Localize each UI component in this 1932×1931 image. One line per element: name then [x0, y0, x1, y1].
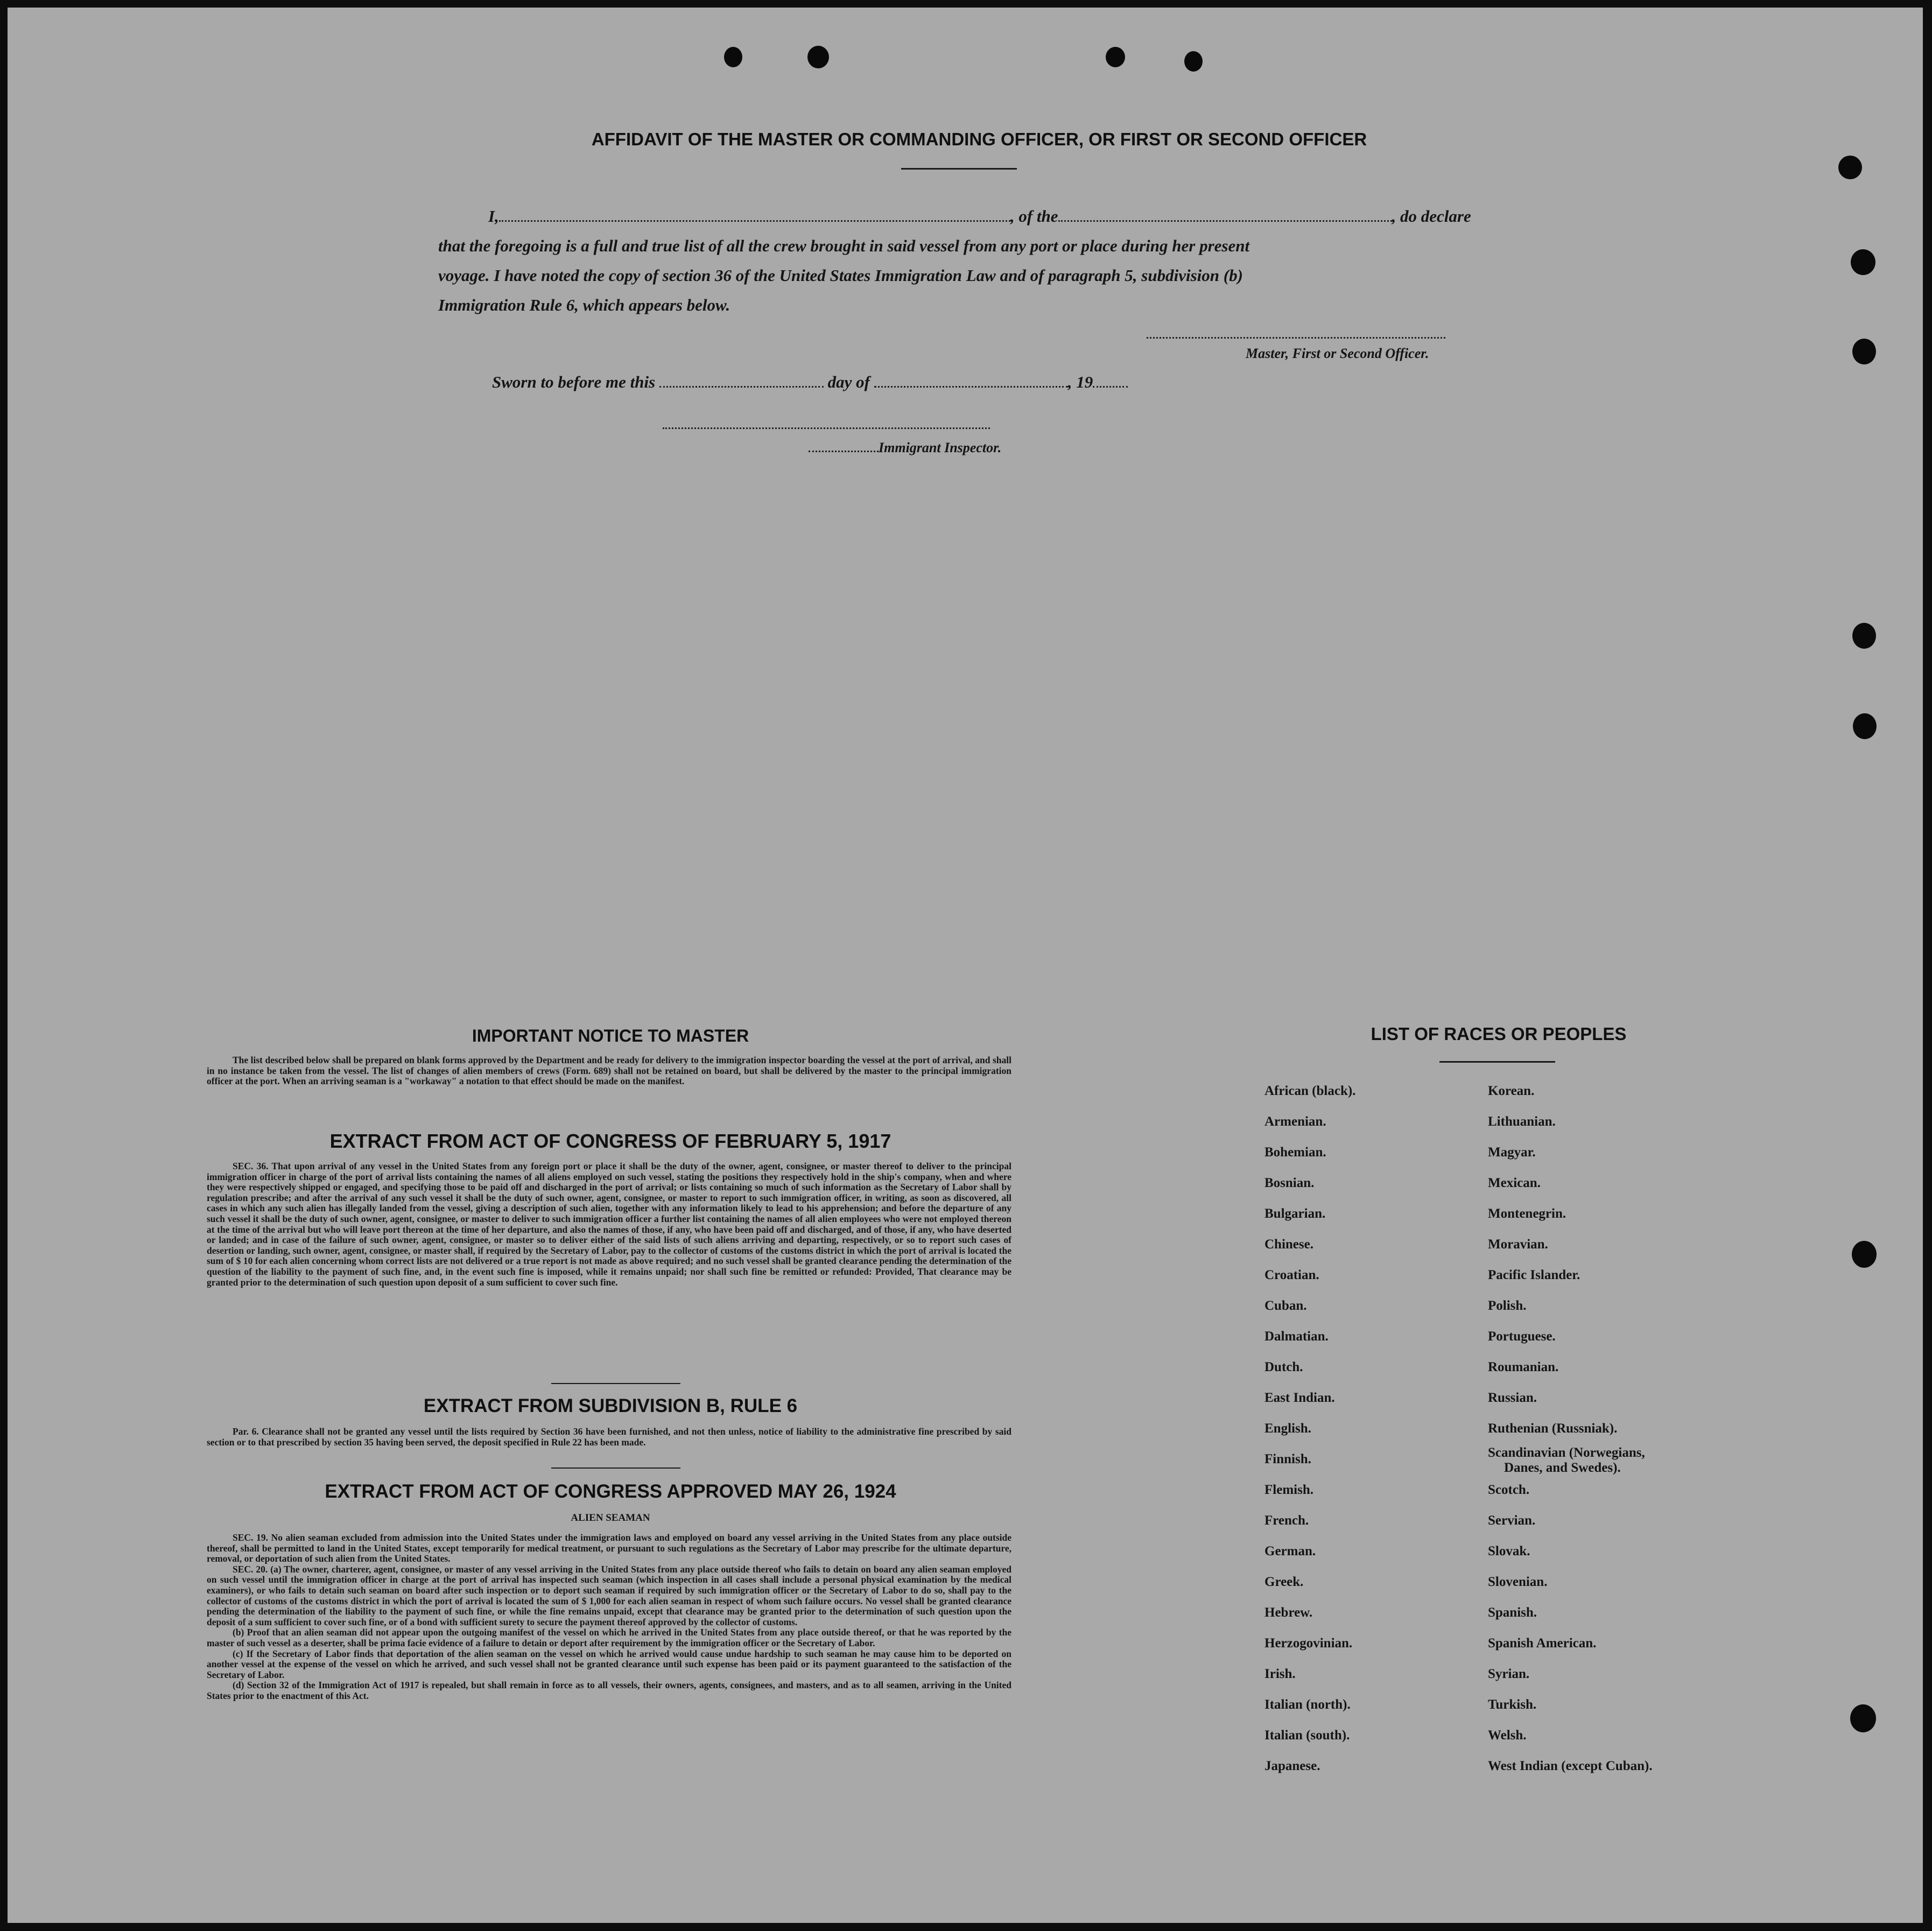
affidavit-title-rule: [901, 168, 1017, 170]
race-item: Irish.: [1264, 1667, 1296, 1681]
race-item: Danes, and Swedes).: [1504, 1460, 1621, 1475]
race-item: Scandinavian (Norwegians,: [1488, 1445, 1645, 1460]
extract-1917-body: [207, 1161, 1011, 1288]
race-item: Roumanian.: [1488, 1360, 1559, 1374]
sworn-month-field[interactable]: [874, 386, 1068, 388]
race-item: African (black).: [1264, 1084, 1356, 1098]
races-title: LIST OF RACES OR PEOPLES: [1371, 1024, 1627, 1044]
sworn-line: [492, 373, 1128, 392]
sec-20b-paragraph: (b) Proof that an alien seaman did not appear upon the outgoing manifest of the vessel on which he arrived in the United States from any place outside thereof, or that he was reported by the master of such vessel as a deserter, shall be prima facie evidence of a failure to detain or deport after requirement by the immigration officer or the Secretary of Labor.: [207, 1627, 1011, 1648]
punch-hole: [1184, 51, 1203, 72]
punch-hole: [1851, 249, 1875, 275]
race-item: Spanish.: [1488, 1605, 1537, 1620]
affidavit-line-3: voyage. I have noted the copy of section 36 of the United States Immigration Law and of paragraph 5, subdivision (b): [438, 266, 1243, 285]
inspector-dots: [809, 451, 879, 452]
extract-rule6-body: [207, 1427, 1011, 1448]
race-item: Welsh.: [1488, 1728, 1527, 1743]
notice-title: IMPORTANT NOTICE TO MASTER: [472, 1026, 749, 1045]
vessel-field[interactable]: [1058, 220, 1392, 222]
race-item: Herzogovinian.: [1264, 1636, 1353, 1651]
punch-hole: [1852, 339, 1876, 364]
race-item: Cuban.: [1264, 1298, 1307, 1313]
sworn-year-field[interactable]: [1093, 386, 1128, 388]
race-item: Slovak.: [1488, 1544, 1530, 1558]
race-item: Pacific Islander.: [1488, 1268, 1580, 1282]
race-item: Polish.: [1488, 1298, 1527, 1313]
sec-20a-paragraph: SEC. 20. (a) The owner, charterer, agent, consignee, or master of any vessel arriving in the United States from any place outside thereof who fails to detain on board any alien seaman employed on such vessel until the immigration officer in charge at the port of arrival has inspected such seaman (which inspection in all cases shall include a personal physical examination by the medical examiners), or who fails to detain such seaman on board after such inspection or to deport such seaman if required by such immigration officer or the Secretary of Labor to do so, shall pay to the collector of customs of the customs district in which the port of arrival is located the sum of $ 1,000 for each alien seaman in respect of whom such failure occurs. No vessel shall be granted clearance pending the determination of the liability to the payment of such fine, or while the fine remains unpaid, except that clearance may be granted prior to the determination of such question upon the deposit of a sum sufficient to cover such fine, or of a bond with sufficient surety to secure the payment thereof approved by the collector of customs.: [207, 1563, 1011, 1627]
extract-1924-body: [207, 1533, 1011, 1702]
punch-hole: [1853, 713, 1877, 739]
race-item: Bohemian.: [1264, 1145, 1326, 1160]
affidavit-line-2: that the foregoing is a full and true list of all the crew brought in said vessel from any port or place during her present: [438, 236, 1250, 255]
punch-hole: [1852, 1241, 1877, 1268]
race-item: Slovenian.: [1488, 1575, 1548, 1589]
race-item: Japanese.: [1264, 1759, 1320, 1773]
race-item: Moravian.: [1488, 1237, 1548, 1252]
race-item: Bosnian.: [1264, 1176, 1315, 1190]
race-item: Ruthenian (Russniak).: [1488, 1421, 1618, 1436]
sec-20d-paragraph: (d) Section 32 of the Immigration Act of 1917 is repealed, but shall remain in force as to all vessels, their owners, agents, consignees, and masters, and as to all seamen, arriving in the United States prior to the enactment of this Act.: [207, 1680, 1011, 1701]
race-item: German.: [1264, 1544, 1316, 1558]
race-item: Turkish.: [1488, 1697, 1537, 1712]
sworn-label: Sworn to before me this: [492, 373, 656, 391]
punch-hole: [1106, 47, 1125, 67]
extract-rule6-paragraph: Par. 6. Clearance shall not be granted any vessel until the lists required by Section 36 have been furnished, and not then unless, notice of liability to the administrative fine prescribed by said section or to that prescribed by section 35 having been served, the deposit specified in Rule 22 has been made.: [207, 1426, 1011, 1448]
race-item: Croatian.: [1264, 1268, 1319, 1282]
punch-hole: [1838, 156, 1862, 179]
race-item: Italian (north).: [1264, 1697, 1351, 1712]
of-the-label: , of the: [1010, 207, 1058, 226]
affidavit-line-1: [488, 207, 1471, 226]
extract-1924-title: EXTRACT FROM ACT OF CONGRESS APPROVED MAY 26, 1924: [325, 1481, 896, 1502]
affidavit-line-4: Immigration Rule 6, which appears below.: [438, 296, 730, 314]
race-item: West Indian (except Cuban).: [1488, 1759, 1653, 1773]
race-item: Russian.: [1488, 1391, 1537, 1405]
extract-1924-subtitle: ALIEN SEAMAN: [571, 1512, 650, 1523]
affidavit-title: AFFIDAVIT OF THE MASTER OR COMMANDING OFFICER, OR FIRST OR SECOND OFFICER: [591, 129, 1367, 149]
year-label: , 19: [1067, 373, 1093, 391]
punch-hole: [1850, 1704, 1876, 1732]
race-item: Flemish.: [1264, 1483, 1313, 1497]
race-item: Bulgarian.: [1264, 1206, 1326, 1221]
race-item: Hebrew.: [1264, 1605, 1313, 1620]
master-label: Master, First or Second Officer.: [1246, 346, 1429, 361]
master-signature-field[interactable]: [1147, 337, 1445, 339]
punch-hole: [1852, 623, 1876, 649]
document-page: [8, 8, 1923, 1923]
race-item: Greek.: [1264, 1575, 1304, 1589]
race-item: Dalmatian.: [1264, 1329, 1329, 1344]
race-item: Montenegrin.: [1488, 1206, 1566, 1221]
race-item: Servian.: [1488, 1513, 1536, 1528]
race-item: Korean.: [1488, 1084, 1535, 1098]
inspector-label: Immigrant Inspector.: [879, 440, 1002, 455]
race-item: Mexican.: [1488, 1176, 1541, 1190]
sworn-day-field[interactable]: [659, 386, 824, 388]
races-title-rule: [1439, 1061, 1555, 1063]
race-item: Armenian.: [1264, 1114, 1326, 1129]
race-item: French.: [1264, 1513, 1309, 1528]
punch-hole: [724, 47, 742, 67]
notice-body: [207, 1055, 1011, 1087]
name-field[interactable]: [499, 220, 1010, 222]
inspector-signature-field[interactable]: [663, 427, 990, 429]
extract-rule6-rule: [551, 1467, 680, 1469]
extract-1917-rule: [551, 1383, 680, 1384]
race-item: Syrian.: [1488, 1667, 1530, 1681]
race-item: Spanish American.: [1488, 1636, 1597, 1651]
race-item: Lithuanian.: [1488, 1114, 1556, 1129]
race-item: Finnish.: [1264, 1452, 1311, 1466]
declare-label: , do declare: [1392, 207, 1471, 226]
i-label: I,: [488, 207, 499, 226]
race-item: Magyar.: [1488, 1145, 1536, 1160]
race-item: Portuguese.: [1488, 1329, 1556, 1344]
race-item: Scotch.: [1488, 1483, 1530, 1497]
day-of-label: day of: [827, 373, 870, 391]
extract-rule6-title: EXTRACT FROM SUBDIVISION B, RULE 6: [423, 1395, 798, 1416]
notice-paragraph: The list described below shall be prepared on blank forms approved by the Department and be ready for delivery to the immigration inspector boarding the vessel at the port of arrival, and shall in no instance be taken from the vessel. The list of changes of alien members of crews (Form. 689) shall not be retained on board, but shall be delivered by the master to the principal immigration officer at the port. When an arriving seaman is a "workaway" a notation to that effect should be made on the manifest.: [207, 1055, 1011, 1087]
race-item: Dutch.: [1264, 1360, 1303, 1374]
inspector-line: [809, 440, 1001, 456]
extract-1917-paragraph: SEC. 36. That upon arrival of any vessel in the United States from any foreign port or place it shall be the duty of the owner, agent, consignee, or master thereof to deliver to the principal immigration officer in charge of the port of arrival lists containing the names of all aliens employed on such vessel, stating the positions they respectively hold in the ship's company, when and where they were respectively shipped or engaged, and specifying those to be paid off and discharged in the port of arrival; or lists containing so much of such information as the Secretary of Labor shall by regulation prescribe; and after the arrival of any such vessel it shall be the duty of such owner, agent, consignee, or master to report to such immigration officer, in writing, as soon as discovered, all cases in which any such alien has illegally landed from the vessel, giving a description of such alien, together with any information likely to lead to his apprehension; and before the departure of any such vessel it shall be the duty of such owner, agent, consignee, or master to deliver to such immigration officer a further list containing the names of all alien employees who were not employed thereon at the time of the arrival but who will leave port thereon at the time of her departure, and also the names of those, if any, who have been paid off and discharged, and of those, if any, who have deserted or landed; and in case of the failure of such owner, agent, consignee, or master so to deliver either of the said lists of such aliens arriving and departing, respectively, or so to report such cases of desertion or landing, such owner, agent, consignee, or master shall, if required by the Secretary of Labor, pay to the collector of customs of the customs district in which the port of arrival is located the sum of $ 10 for each alien concerning whom correct lists are not delivered or a true report is not made as above required; and no such vessel shall be granted clearance pending the determination of the question of the liability to the payment of such fine, and, in the event such fine is imposed, while it remains unpaid; nor shall such fine be remitted or refunded: Provided, That clearance may be granted prior to the determination of such question upon deposit of a sum sufficient to cover such fine.: [207, 1161, 1011, 1288]
extract-1917-title: EXTRACT FROM ACT OF CONGRESS OF FEBRUARY 5, 1917: [329, 1130, 891, 1152]
sec-19-paragraph: SEC. 19. No alien seaman excluded from admission into the United States under the immigration laws and employed on board any vessel arriving in the United States from any place outside thereof, shall be permitted to land in the United States, except temporarily for medical treatment, or pursuant to such regulations as the Secretary of Labor may prescribe for the ultimate departure, removal, or deportation of such alien from the United States.: [207, 1532, 1011, 1564]
punch-hole: [807, 46, 829, 68]
race-item: East Indian.: [1264, 1391, 1335, 1405]
race-item: Italian (south).: [1264, 1728, 1350, 1743]
race-item: English.: [1264, 1421, 1311, 1436]
sec-20c-paragraph: (c) If the Secretary of Labor finds that deportation of the alien seaman on the vessel on which he arrived would cause undue hardship to such seaman he may cause him to be deported on another vessel at the expense of the vessel on which he arrived, and such vessel shall not be granted clearance until such expense has been paid or its payment guaranteed to the satisfaction of the Secretary of Labor.: [207, 1648, 1011, 1680]
race-item: Chinese.: [1264, 1237, 1313, 1252]
